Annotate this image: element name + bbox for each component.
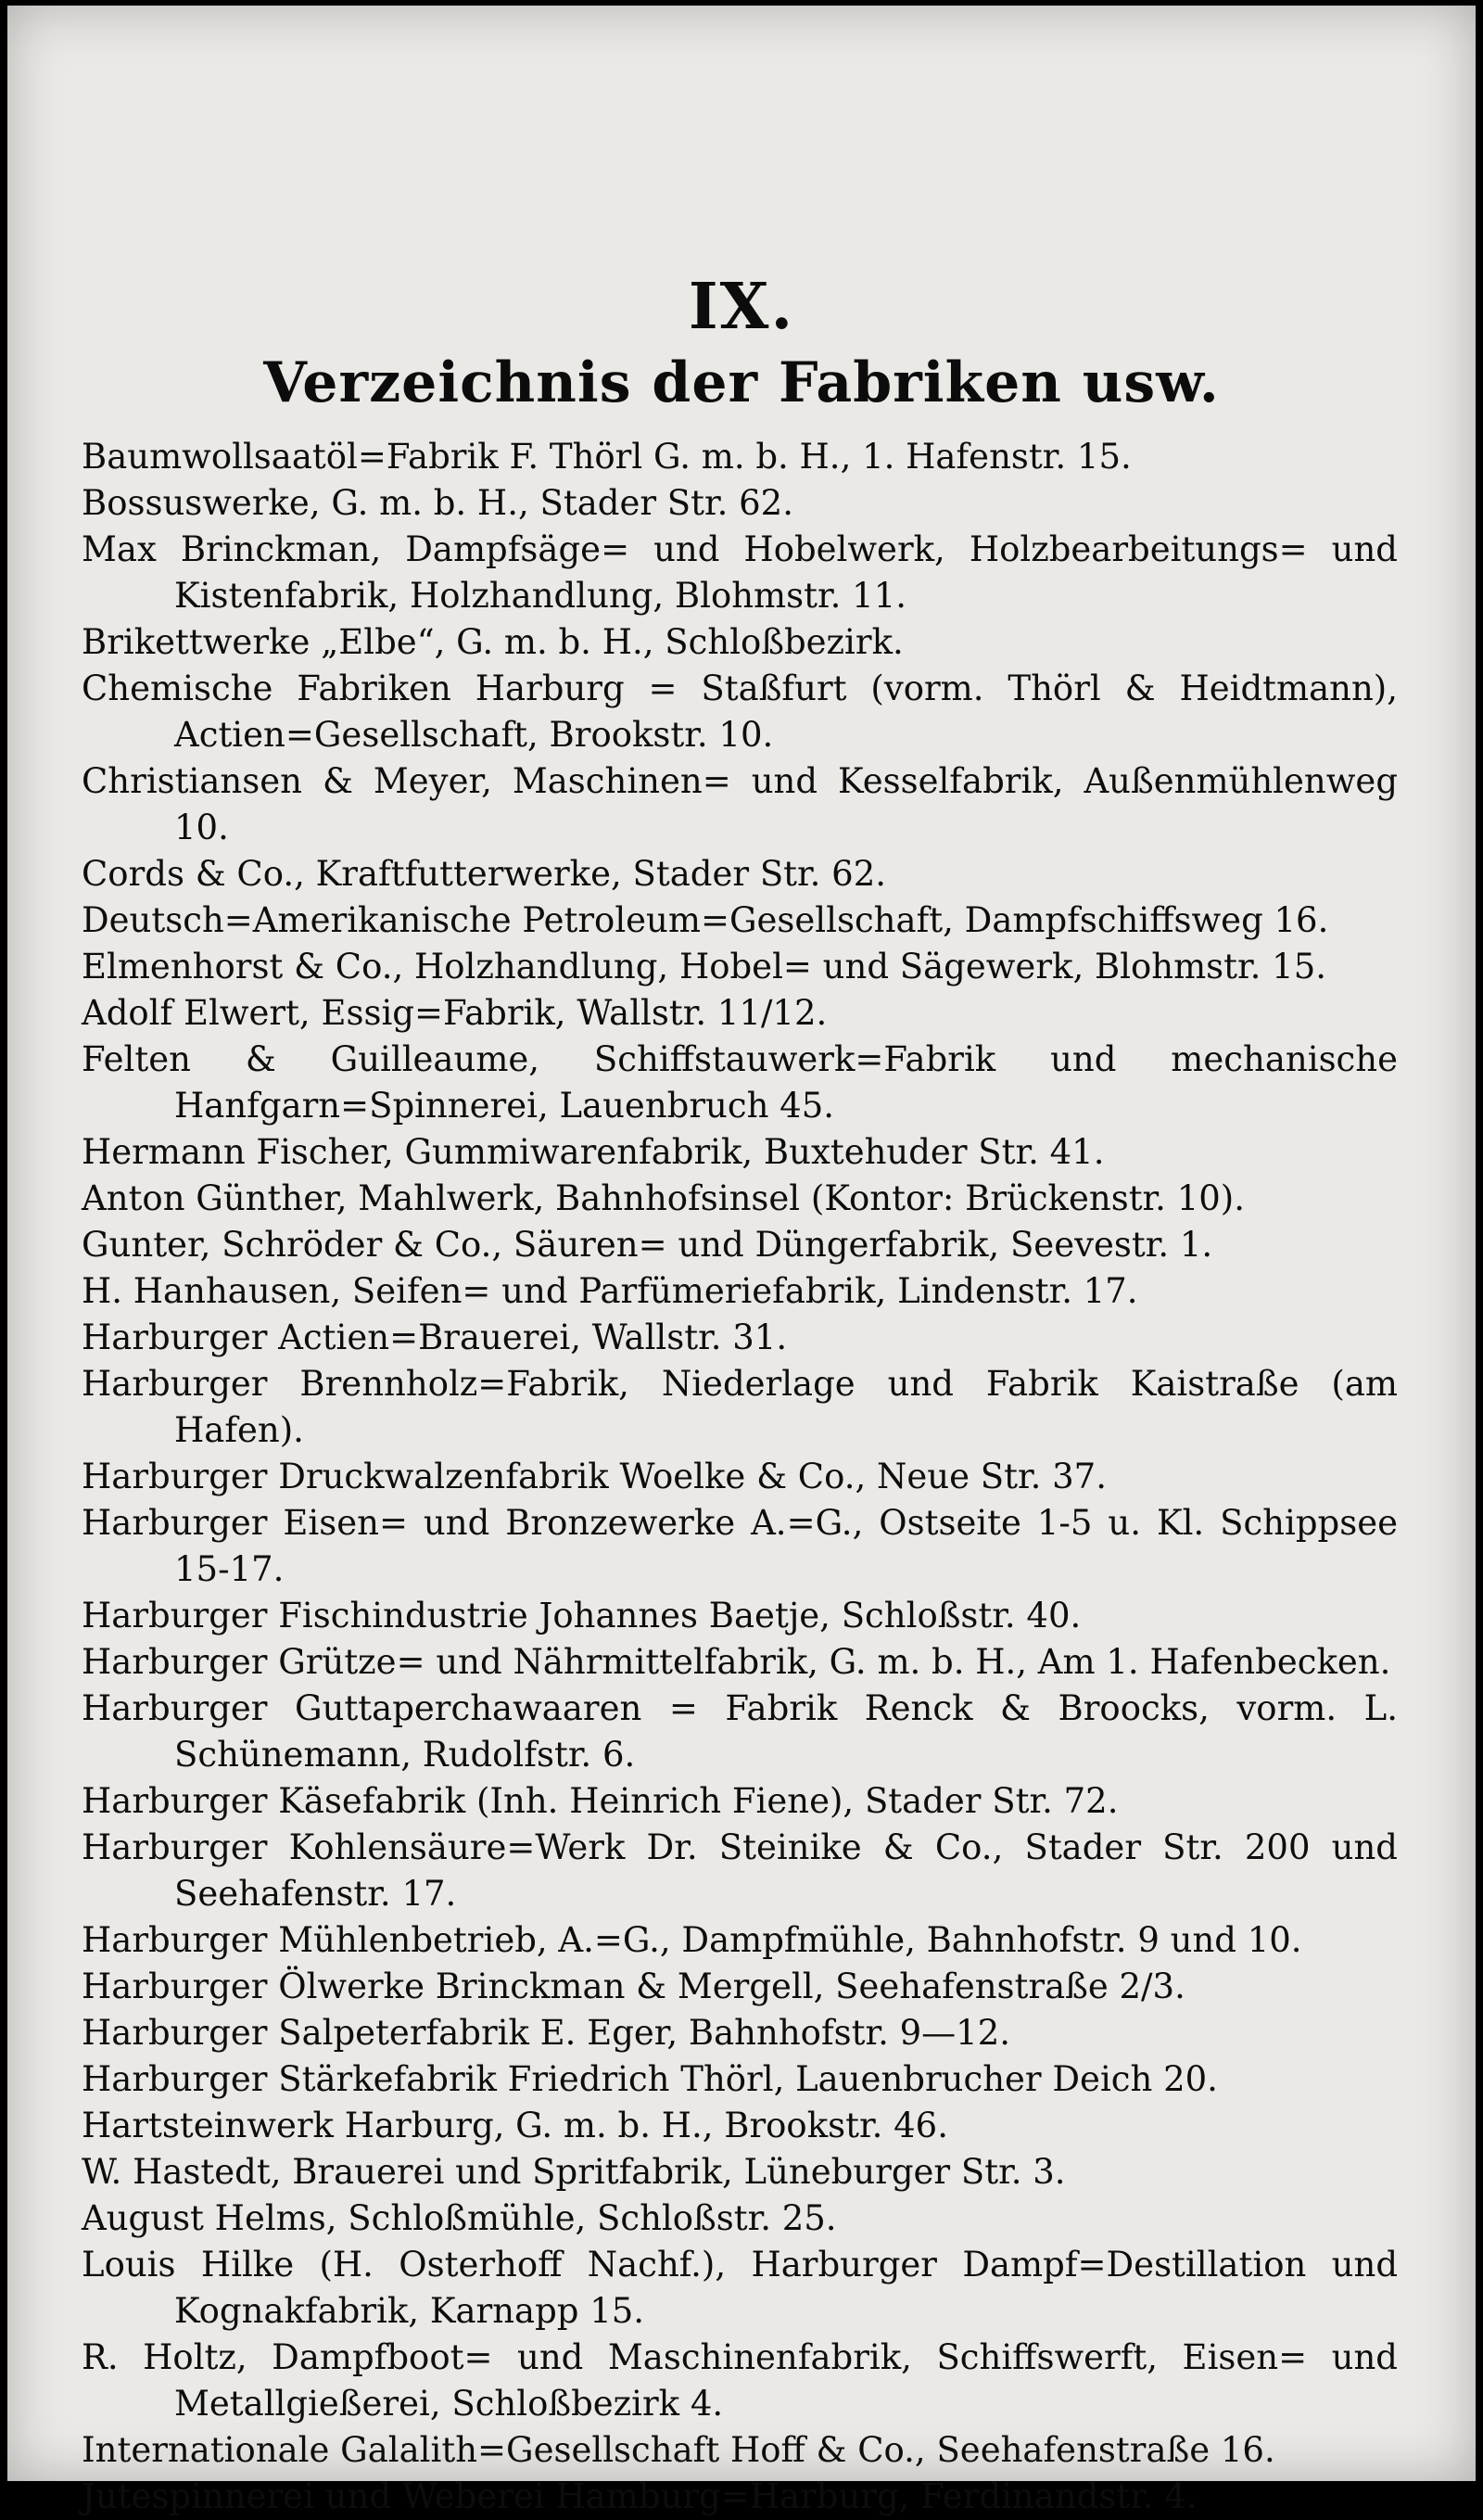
list-item: Bossuswerke, G. m. b. H., Stader Str. 62.	[82, 483, 793, 523]
list-item: Baumwollsaatöl=Fabrik F. Thörl G. m. b. H., 1. Hafenstr. 15.	[82, 437, 1132, 477]
list-item: Harburger Grütze= und Nährmittelfabrik, G. m. b. H., Am 1. Hafenbecken.	[82, 1642, 1391, 1682]
page-title: Verzeichnis der Fabriken usw.	[263, 350, 1220, 415]
list-item: Harburger Stärkefabrik Friedrich Thörl, Lauenbrucher Deich 20.	[82, 2059, 1218, 2099]
list-item: Gunter, Schröder & Co., Säuren= und Düngerfabrik, Seevestr. 1.	[82, 1225, 1213, 1265]
list-item: Harburger Kohlensäure=Werk Dr. Steinike & Co., Stader Str. 200 und Seehafenstr. 17.	[82, 1827, 1398, 1914]
list-item: Harburger Actien=Brauerei, Wallstr. 31.	[82, 1317, 788, 1357]
list-item: Adolf Elwert, Essig=Fabrik, Wallstr. 11/12.	[82, 993, 828, 1033]
list-item: Harburger Ölwerke Brinckman & Mergell, Seehafenstraße 2/3.	[82, 1966, 1185, 2006]
list-item: Harburger Mühlenbetrieb, A.=G., Dampfmühle, Bahnhofstr. 9 und 10.	[82, 1920, 1302, 1960]
list-item: Harburger Eisen= und Bronzewerke A.=G., Ostseite 1-5 u. Kl. Schippsee 15-17.	[82, 1503, 1398, 1589]
list-item: Deutsch=Amerikanische Petroleum=Gesellschaft, Dampfschiffsweg 16.	[82, 900, 1329, 940]
list-item: Brikettwerke „Elbe“, G. m. b. H., Schloßbezirk.	[82, 622, 904, 662]
list-item: Cords & Co., Kraftfutterwerke, Stader Str. 62.	[82, 854, 887, 894]
list-item: R. Holtz, Dampfboot= und Maschinenfabrik, Schiffswerft, Eisen= und Metallgießerei, Schloßbezirk 4.	[82, 2337, 1398, 2424]
list-item: Hermann Fischer, Gummiwarenfabrik, Buxtehuder Str. 41.	[82, 1132, 1105, 1172]
list-item: Harburger Brennholz=Fabrik, Niederlage und Fabrik Kaistraße (am Hafen).	[82, 1364, 1398, 1450]
list-item: Harburger Druckwalzenfabrik Woelke & Co., Neue Str. 37.	[82, 1457, 1107, 1496]
list-item: Harburger Fischindustrie Johannes Baetje, Schloßstr. 40.	[82, 1596, 1082, 1635]
list-item: Harburger Salpeterfabrik E. Eger, Bahnhofstr. 9—12.	[82, 2013, 1011, 2053]
list-item: Hartsteinwerk Harburg, G. m. b. H., Brookstr. 46.	[82, 2106, 948, 2145]
list-item: Jutespinnerei und Weberei Hamburg=Harburg, Ferdinandstr. 4.	[82, 2476, 1198, 2516]
list-item: Anton Günther, Mahlwerk, Bahnhofsinsel (Kontor: Brückenstr. 10).	[82, 1178, 1245, 1218]
list-item: Louis Hilke (H. Osterhoff Nachf.), Harburger Dampf=Destillation und Kognakfabrik, Karnapp 15.	[82, 2245, 1398, 2331]
list-item: H. Hanhausen, Seifen= und Parfümeriefabrik, Lindenstr. 17.	[82, 1271, 1138, 1311]
list-item: Harburger Käsefabrik (Inh. Heinrich Fiene), Stader Str. 72.	[82, 1781, 1119, 1821]
list-item: Christiansen & Meyer, Maschinen= und Kesselfabrik, Außenmühlenweg 10.	[82, 761, 1398, 847]
factory-list	[82, 434, 1398, 2520]
list-item: August Helms, Schloßmühle, Schloßstr. 25.	[82, 2198, 837, 2238]
list-item: Harburger Guttaperchawaaren = Fabrik Renck & Broocks, vorm. L. Schünemann, Rudolfstr. 6.	[82, 1688, 1398, 1775]
list-item: Felten & Guilleaume, Schiffstauwerk=Fabrik und mechanische Hanfgarn=Spinnerei, Lauenbruch 45.	[82, 1039, 1398, 1126]
list-item: Max Brinckman, Dampfsäge= und Hobelwerk, Holzbearbeitungs= und Kistenfabrik, Holzhandlung, Blohmstr. 11.	[82, 529, 1398, 616]
list-item: Chemische Fabriken Harburg = Staßfurt (vorm. Thörl & Heidtmann), Actien=Gesellschaft, Brookstr. 10.	[82, 668, 1398, 755]
list-item: W. Hastedt, Brauerei und Spritfabrik, Lüneburger Str. 3.	[82, 2152, 1066, 2192]
list-item: Internationale Galalith=Gesellschaft Hoff & Co., Seehafenstraße 16.	[82, 2430, 1275, 2470]
list-item: Elmenhorst & Co., Holzhandlung, Hobel= und Sägewerk, Blohmstr. 15.	[82, 947, 1327, 986]
chapter-number: IX.	[688, 270, 795, 344]
document-page	[7, 6, 1476, 2516]
